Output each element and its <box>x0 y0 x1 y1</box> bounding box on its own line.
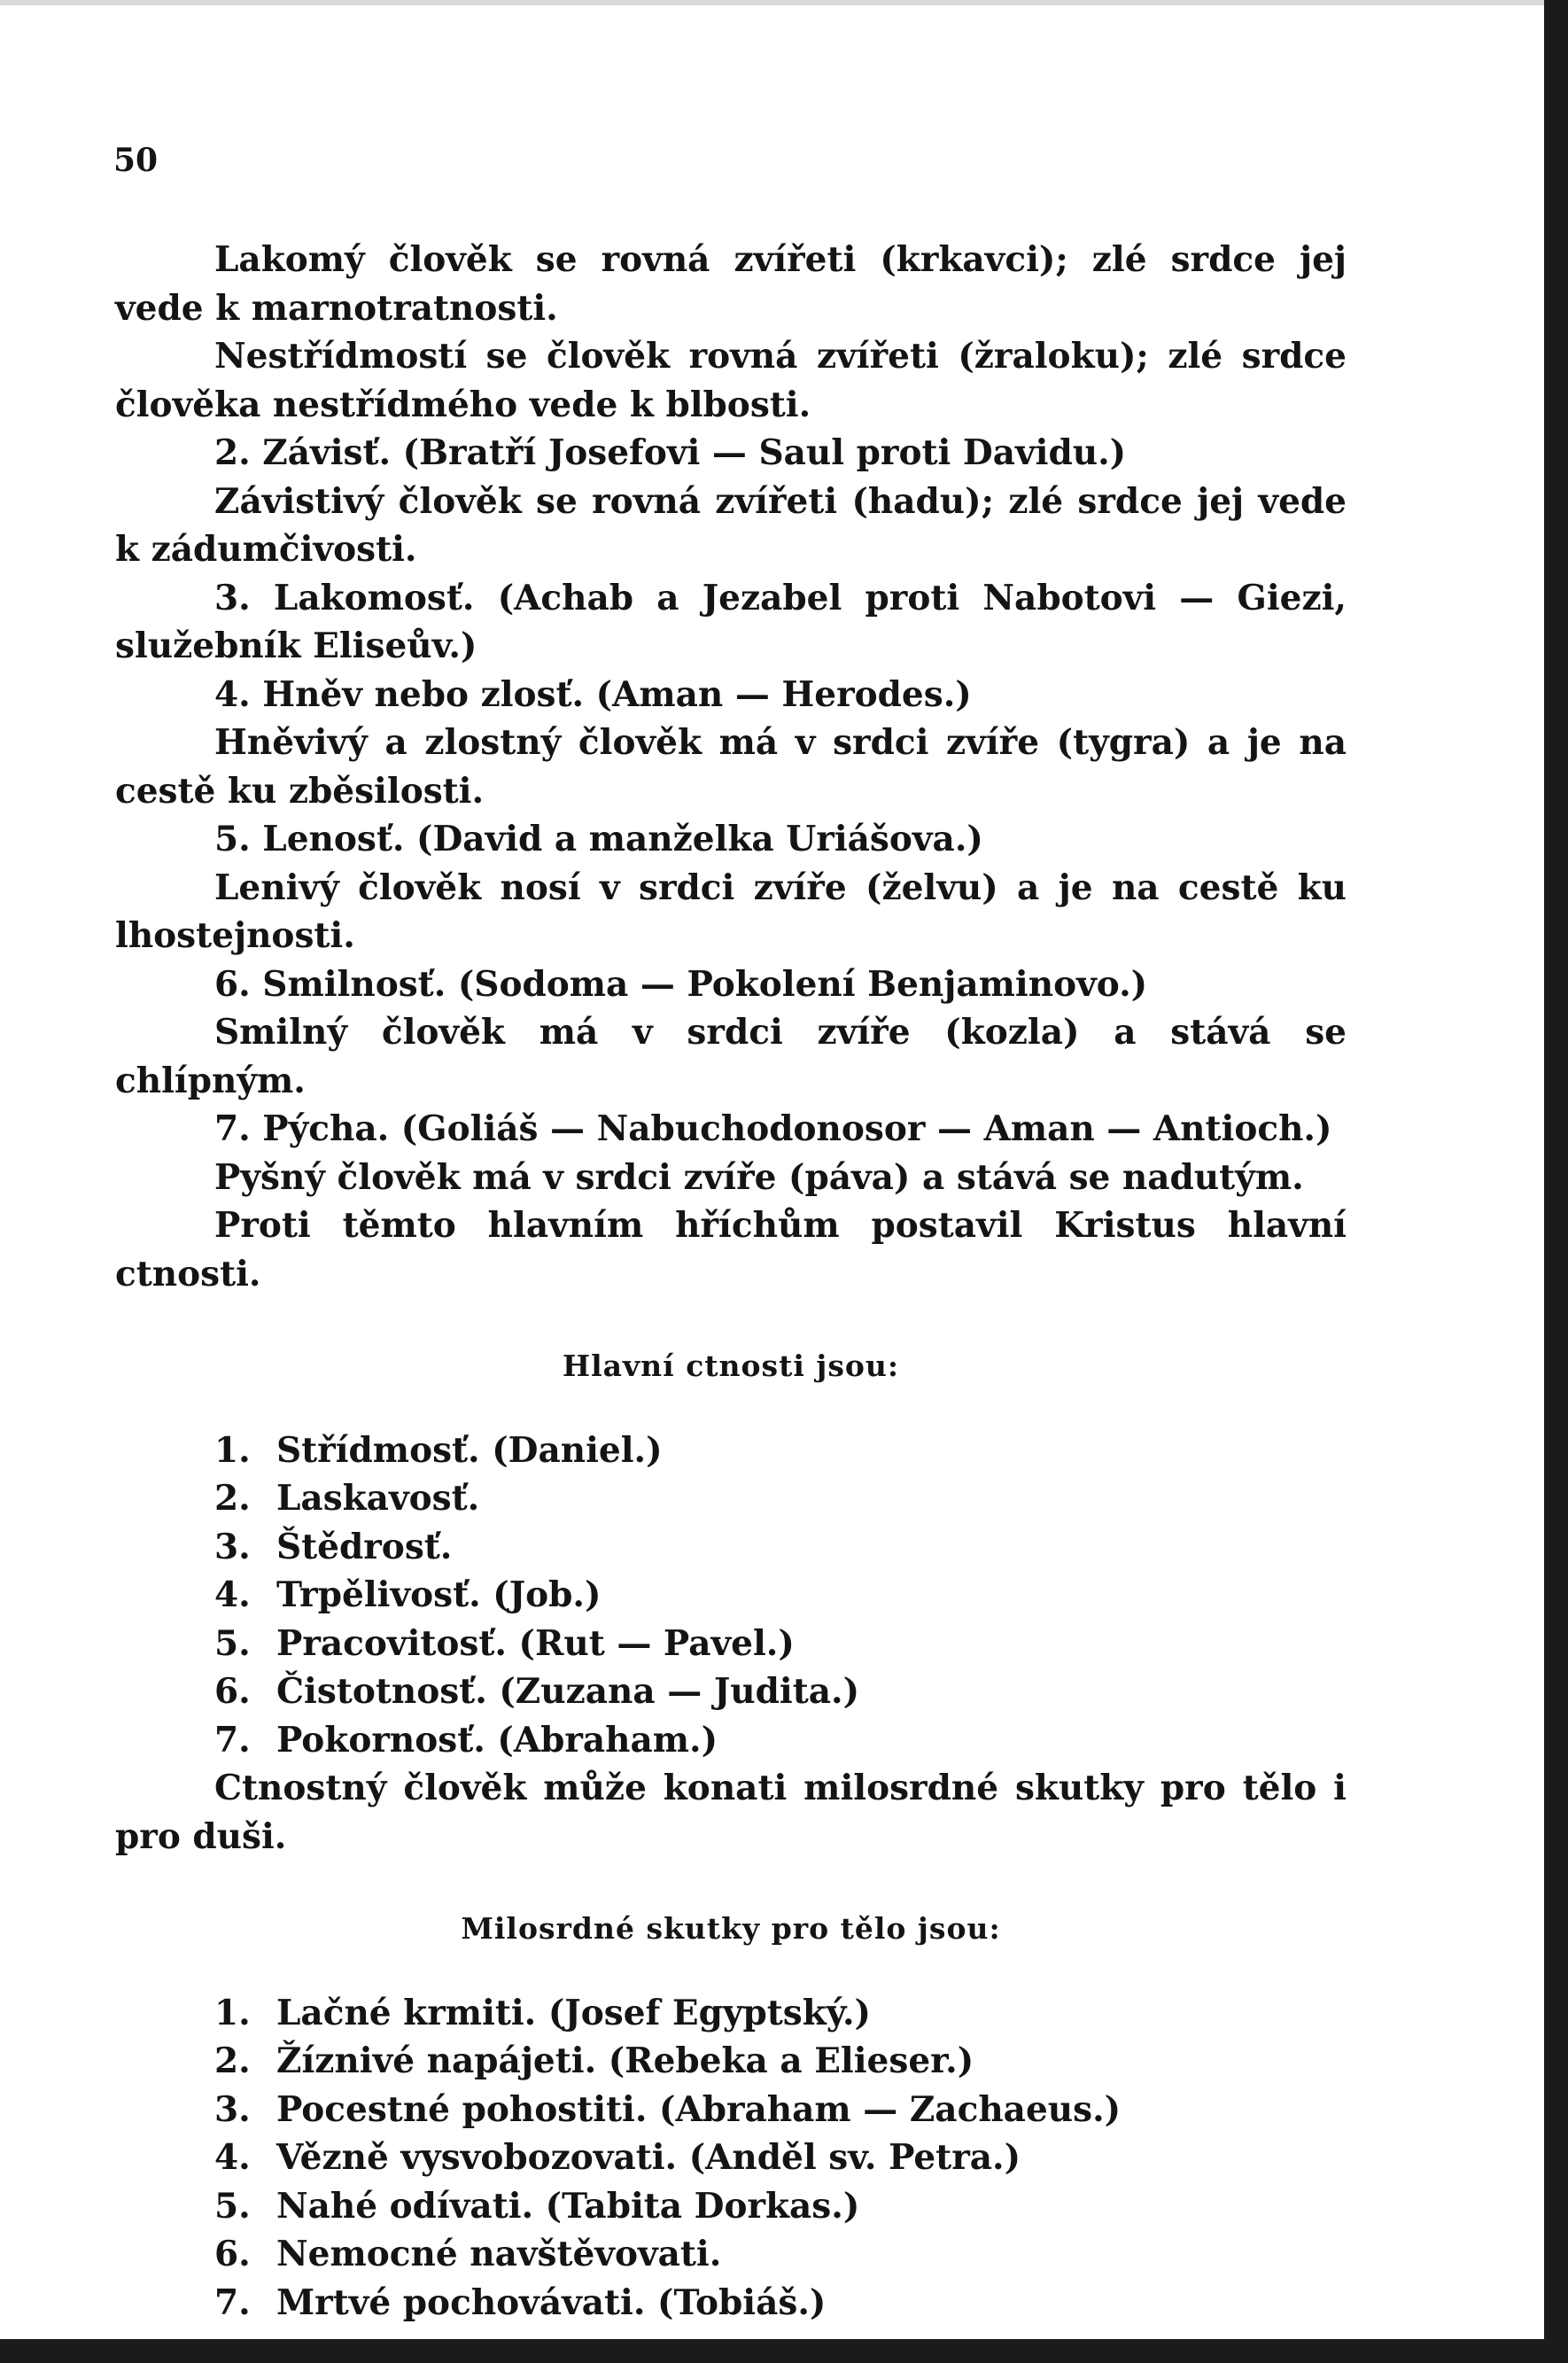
list-number: 4. <box>214 2137 251 2178</box>
paragraph: Lenivý člověk nosí v srdci zvíře (želvu) a je na cestě ku lhostejnosti. <box>115 867 1347 956</box>
list-text: Střídmosť. (Daniel.) <box>276 1429 663 1471</box>
list-item <box>115 1474 1347 1523</box>
list-item <box>115 1523 1347 1572</box>
list-text: Lačné krmiti. (Josef Egyptský.) <box>276 1992 871 2033</box>
list-item <box>115 1571 1347 1620</box>
list-number: 7. <box>214 1719 251 1761</box>
list-item <box>115 2230 1347 2279</box>
sin-item: 4. Hněv nebo zlosť. (Aman — Herodes.) <box>214 673 972 715</box>
list-number: 6. <box>214 1671 251 1712</box>
list-text: Laskavosť. <box>276 1478 480 1519</box>
scan-bottom-border <box>0 2339 1568 2363</box>
list-number: 3. <box>214 2088 251 2130</box>
list-number: 5. <box>214 2185 251 2227</box>
list-item <box>115 2134 1347 2182</box>
list-item <box>115 2279 1347 2328</box>
list-text: Pokornosť. (Abraham.) <box>276 1719 718 1761</box>
list-text: Štědrosť. <box>276 1526 453 1567</box>
list-item <box>115 2037 1347 2086</box>
scan-right-border <box>1544 0 1568 2363</box>
sin-item: 5. Lenosť. (David a manželka Uriášova.) <box>214 819 983 859</box>
list-number: 4. <box>214 1574 251 1615</box>
list-number: 1. <box>214 1429 251 1471</box>
list-item <box>115 2086 1347 2134</box>
paragraph: Proti těmto hlavním hříchům postavil Kristus hlavní ctnosti. <box>115 1205 1347 1294</box>
paragraph: Ctnostný člověk může konati milosrdné skutky pro tělo i pro duši. <box>115 1768 1347 1857</box>
list-text: Trpělivosť. (Job.) <box>276 1574 602 1615</box>
sin-item: 6. Smilnosť. (Sodoma — Pokolení Benjaminovo.) <box>214 963 1148 1005</box>
list-item <box>115 2182 1347 2231</box>
list-text: Vězně vysvobozovati. (Anděl sv. Petra.) <box>276 2137 1021 2178</box>
list-item <box>115 1426 1347 1475</box>
list-text: Pracovitosť. (Rut — Pavel.) <box>276 1622 795 1664</box>
sin-item: 3. Lakomosť. (Achab a Jezabel proti Nabotovi — Giezi, služebník Eliseův.) <box>115 577 1347 666</box>
sin-item: 2. Závisť. (Bratří Josefovi — Saul proti Davidu.) <box>214 432 1127 473</box>
list-text: Pocestné pohostiti. (Abraham — Zachaeus.) <box>276 2088 1122 2130</box>
list-item <box>115 1620 1347 1668</box>
paragraph: Lakomý člověk se rovná zvířeti (krkavci); zlé srdce jej vede k marnotratnosti. <box>115 239 1347 329</box>
list-number: 7. <box>214 2281 251 2323</box>
paragraph: Závistivý člověk se rovná zvířeti (hadu); zlé srdce jej vede k zádumčivosti. <box>115 480 1347 570</box>
list-number: 1. <box>214 1992 251 2033</box>
list-text: Mrtvé pochovávati. (Tobiáš.) <box>276 2281 827 2323</box>
list-number: 3. <box>214 1526 251 1567</box>
list-text: Žíznivé napájeti. (Rebeka a Elieser.) <box>276 2040 974 2081</box>
sin-item: 7. Pýcha. (Goliáš — Nabuchodonosor — Aman — Antioch.) <box>214 1108 1332 1149</box>
list-item <box>115 1667 1347 1716</box>
mercy-heading: Milosrdné skutky pro tělo jsou: <box>461 1911 1001 1946</box>
list-item <box>115 1989 1347 2038</box>
virtues-heading: Hlavní ctnosti jsou: <box>562 1349 900 1383</box>
list-number: 2. <box>214 1478 251 1519</box>
list-item <box>115 1716 1347 1765</box>
list-text: Nahé odívati. (Tabita Dorkas.) <box>276 2185 860 2227</box>
paragraph: Pyšný člověk má v srdci zvíře (páva) a stává se nadutým. <box>214 1156 1304 1198</box>
list-number: 2. <box>214 2040 251 2081</box>
page-number: 50 <box>113 142 159 179</box>
paragraph: Nestřídmostí se člověk rovná zvířeti (žraloku); zlé srdce člověka nestřídmého vede k blbosti. <box>115 336 1347 425</box>
scan-top-edge <box>0 0 1544 5</box>
list-text: Nemocné navštěvovati. <box>276 2234 722 2274</box>
paragraph: Smilný člověk má v srdci zvíře (kozla) a stává se chlípným. <box>115 1012 1347 1101</box>
list-number: 6. <box>214 2234 251 2274</box>
page-body <box>115 236 1347 2327</box>
list-number: 5. <box>214 1622 251 1664</box>
list-text: Čistotnosť. (Zuzana — Judita.) <box>276 1671 860 1712</box>
paragraph: Hněvivý a zlostný člověk má v srdci zvíře (tygra) a je na cestě ku zběsilosti. <box>115 722 1347 812</box>
